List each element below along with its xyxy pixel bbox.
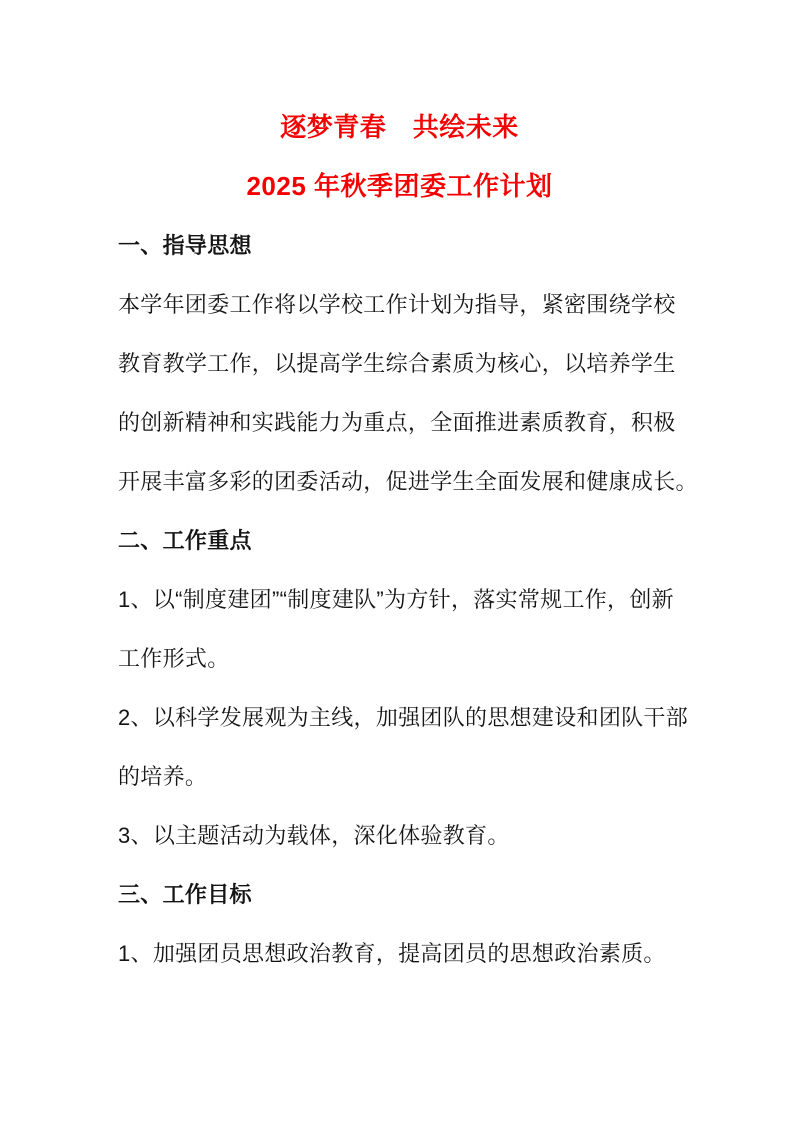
list-item-line: 1、加强团员思想政治教育，提高团员的思想政治素质。 <box>118 941 666 966</box>
list-item-line: 工作形式。 <box>118 646 230 671</box>
document-title: 逐梦青春 共绘未来 <box>280 112 519 142</box>
section-heading-2: 二、工作重点 <box>118 528 252 553</box>
section-heading-3: 三、工作目标 <box>118 882 252 907</box>
list-item-line: 3、以主题活动为载体，深化体验教育。 <box>118 823 510 848</box>
list-item-line: 2、以科学发展观为主线，加强团队的思想建设和团队干部 <box>118 705 689 730</box>
section-heading-1: 一、指导思想 <box>118 233 252 258</box>
document-subtitle: 2025 年秋季团委工作计划 <box>246 171 553 201</box>
paragraph-line: 的创新精神和实践能力为重点，全面推进素质教育，积极 <box>118 410 676 435</box>
list-item-line: 1、以“制度建团”“制度建队”为方针，落实常规工作，创新 <box>118 587 674 612</box>
paragraph-line: 本学年团委工作将以学校工作计划为指导，紧密围绕学校 <box>118 292 676 317</box>
paragraph-line: 教育教学工作，以提高学生综合素质为核心，以培养学生 <box>118 351 676 376</box>
paragraph-line: 开展丰富多彩的团委活动，促进学生全面发展和健康成长。 <box>118 469 698 494</box>
document-content <box>118 98 698 983</box>
list-item-line: 的培养。 <box>118 764 208 789</box>
